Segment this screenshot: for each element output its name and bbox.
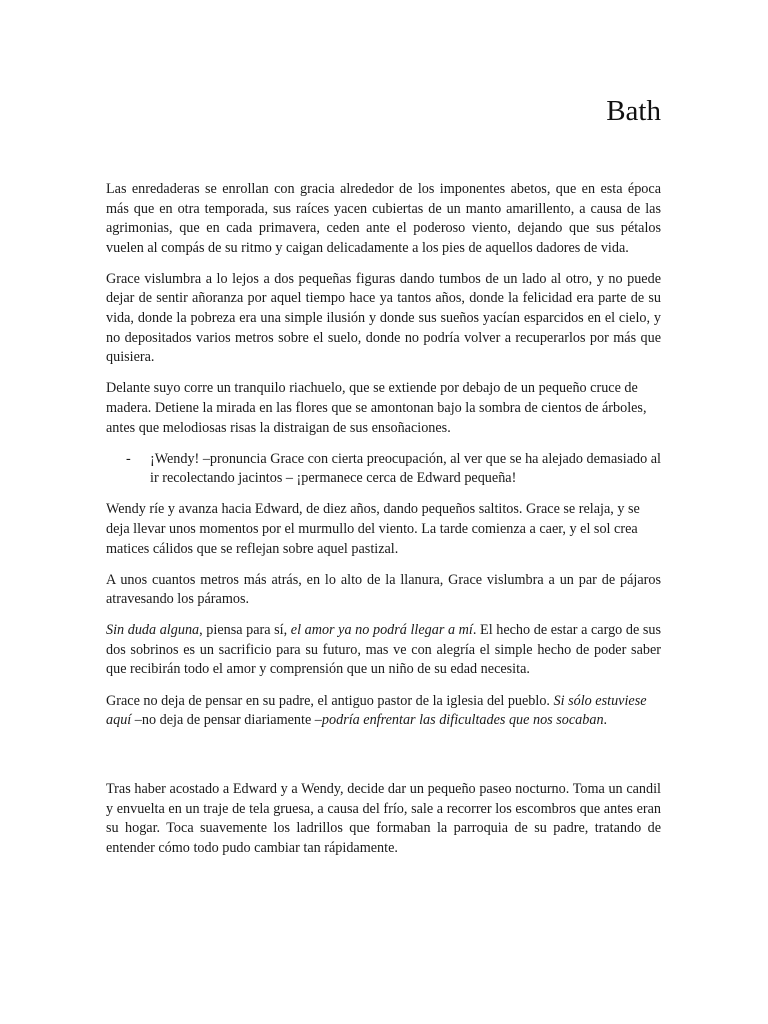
paragraph-6-italic-2: el amor ya no podrá llegar a mí — [290, 622, 473, 639]
paragraph-6 — [106, 621, 661, 680]
paragraph-1: Las enredaderas se enrollan con gracia alrededor de los imponentes abetos, que en esta época más que en otra temporada, sus raíces yacen cubiertas de un manto amarillento, a causa de las agrimonias, que en cada primavera, ceden ante el poderoso viento, dejando que sus pétalos vuelen al compás de su ritmo y caigan delicadamente a los pies de aquellos dadores de vida. — [106, 181, 661, 256]
paragraph-7-italic-1: Si sólo estuviese aquí — [106, 692, 647, 729]
dialogue-text: ¡Wendy! –pronuncia Grace con cierta preocupación, al ver que se ha alejado demasiado al ir recolectando jacintos – ¡permanece cerca de Edward pequeña! — [150, 450, 661, 487]
paragraph-5: A unos cuantos metros más atrás, en lo alto de la llanura, Grace vislumbra a un par de pájaros atravesando los páramos. — [106, 571, 661, 608]
paragraph-7-text-1: Grace no deja de pensar en su padre, el antiguo pastor de la iglesia del pueblo. — [106, 692, 554, 709]
paragraph-7 — [106, 692, 661, 731]
paragraph-6-text-1: , piensa para sí, — [199, 622, 291, 639]
paragraph-3: Delante suyo corre un tranquilo riachuelo, que se extiende por debajo de un pequeño cruce de madera. Detiene la mirada en las flores que se amontonan bajo la sombra de cientos de árboles, antes que melodiosas risas la distraigan de sus ensoñaciones. — [106, 380, 647, 436]
paragraph-8: Tras haber acostado a Edward y a Wendy, decide dar un pequeño paseo nocturno. Toma un candil y envuelta en un traje de tela gruesa, a causa del frío, sale a recorrer los escombros que antes eran su hogar. Toca suavemente los ladrillos que formaban la parroquia de su padre, tratando de entender cómo todo pudo cambiar tan rápidamente. — [106, 781, 661, 857]
paragraph-2: Grace vislumbra a lo lejos a dos pequeñas figuras dando tumbos de un lado al otro, y no puede dejar de sentir añoranza por aquel tiempo hace ya tantos años, donde la felicidad era parte de su vida, donde la pobreza era una simple ilusión y donde sus sueños yacían esparcidos en el cielo, y no depositados varios metros sobre el suelo, donde no podría volver a recuperarlos por más que quisiera. — [106, 270, 661, 366]
chapter-title: Bath — [606, 95, 661, 127]
paragraph-4: Wendy ríe y avanza hacia Edward, de diez años, dando pequeños saltitos. Grace se relaja, y se deja llevar unos momentos por el murmullo del viento. La tarde comienza a caer, y el sol crea matices cálidos que se reflejan sobre aquel pastizal. — [106, 501, 640, 557]
paragraph-7-text-3: . — [603, 712, 608, 729]
paragraph-6-italic-1: Sin duda alguna — [106, 622, 200, 639]
dialogue-dash: - — [126, 450, 131, 467]
dialogue-line — [106, 450, 661, 489]
paragraph-6-text-2: . El hecho de estar a cargo de sus dos sobrinos es un sacrificio para su futuro, mas ve con alegría el simple hecho de poder saber que recibirán todo el amor y comprensión que un niño de su edad necesita. — [106, 622, 662, 678]
paragraph-7-italic-2: podría enfrentar las dificultades que nos socaban — [321, 712, 604, 729]
paragraph-7-text-2: –no deja de pensar diariamente – — [131, 712, 322, 729]
chapter-body — [106, 180, 661, 870]
section-break — [106, 742, 661, 780]
